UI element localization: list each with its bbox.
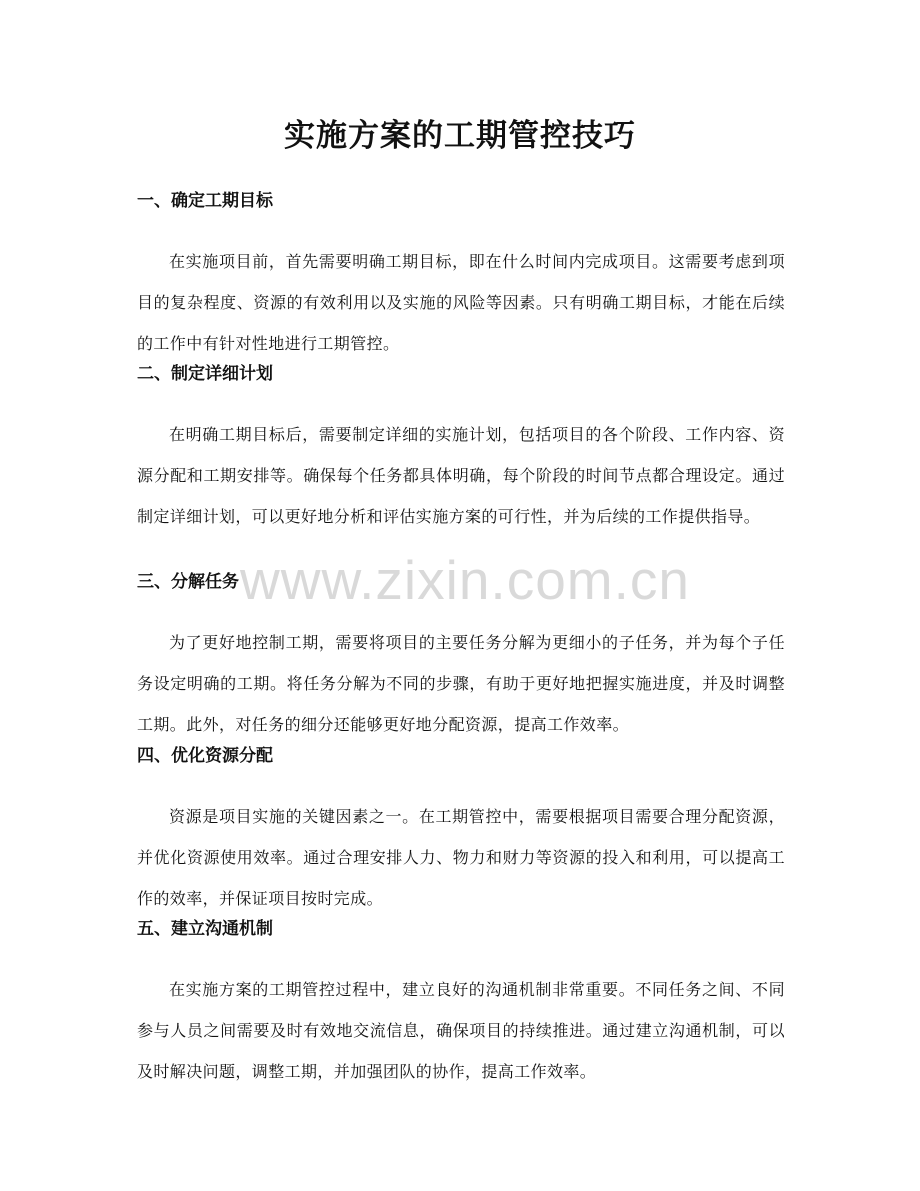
section-paragraph: 资源是项目实施的关键因素之一。在工期管控中，需要根据项目需要合理分配资源，并优化资源使用效率。通过合理安排人力、物力和财力等资源的投入和利用，可以提高工作的效率，并保证项目按时完成。 [137,807,785,908]
section-3 [137,570,785,745]
section-paragraph: 在明确工期目标后，需要制定详细的实施计划，包括项目的各个阶段、工作内容、资源分配和工期安排等。确保每个任务都具体明确，每个阶段的时间节点都合理设定。通过制定详细计划，可以更好地分析和评估实施方案的可行性，并为后续的工作提供指导。 [137,425,785,526]
section-1 [137,189,785,364]
section-heading: 一、确定工期目标 [137,191,273,211]
section-heading: 四、优化资源分配 [137,746,273,766]
section-heading: 三、分解任务 [137,572,239,592]
section-4 [137,744,785,919]
section-paragraph: 在实施方案的工期管控过程中，建立良好的沟通机制非常重要。不同任务之间、不同参与人员之间需要及时有效地交流信息，确保项目的持续推进。通过建立沟通机制，可以及时解决问题，调整工期，并加强团队的协作，提高工作效率。 [137,980,785,1081]
watermark-text: www.zixin.com.cn [240,549,690,611]
section-heading: 二、制定详细计划 [137,364,273,384]
section-heading: 五、建立沟通机制 [137,919,273,939]
section-2 [137,362,785,537]
section-paragraph: 在实施项目前，首先需要明确工期目标，即在什么时间内完成项目。这需要考虑到项目的复杂程度、资源的有效利用以及实施的风险等因素。只有明确工期目标，才能在后续的工作中有针对性地进行工期管控。 [137,252,785,353]
section-5 [137,917,785,1092]
document-title: 实施方案的工期管控技巧 [284,118,636,154]
section-paragraph: 为了更好地控制工期，需要将项目的主要任务分解为更细小的子任务，并为每个子任务设定明确的工期。将任务分解为不同的步骤，有助于更好地把握实施进度，并及时调整工期。此外，对任务的细分还能够更好地分配资源，提高工作效率。 [137,633,785,734]
